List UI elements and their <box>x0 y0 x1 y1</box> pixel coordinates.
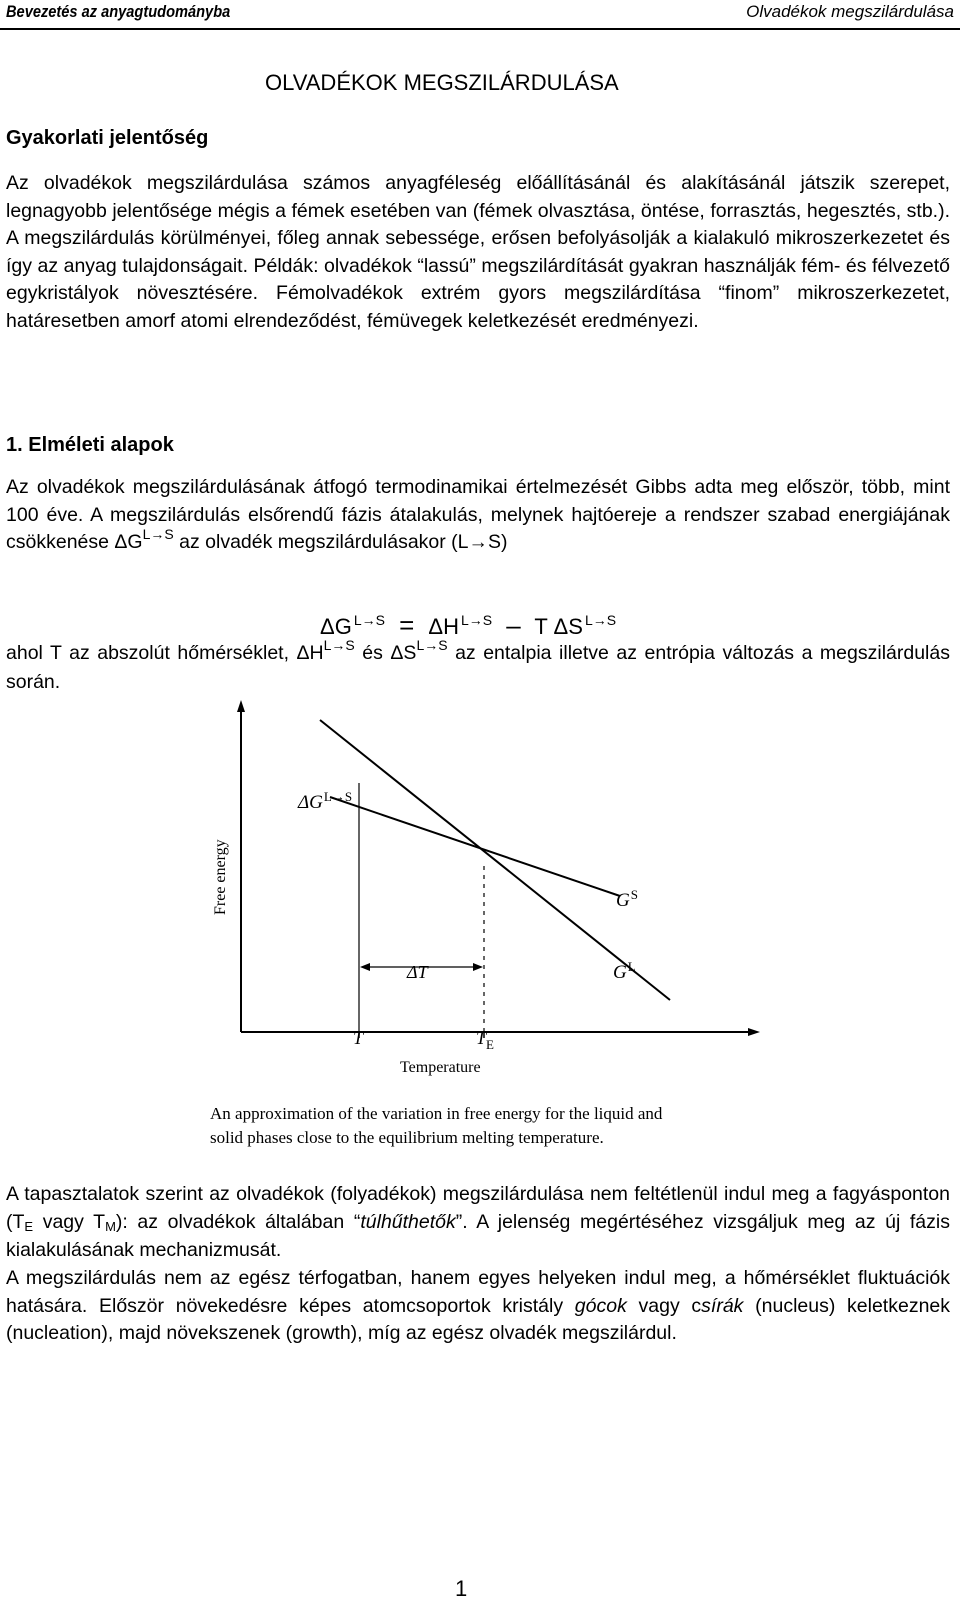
text-span: vagy T <box>33 1210 106 1233</box>
header-left: Bevezetés az anyagtudományba <box>6 2 231 21</box>
paragraph-where <box>6 637 950 696</box>
text-span: (nucleus) keletkeznek (nucleation), majd növekszenek (growth), míg az egész olvadék megszilárdul. <box>6 1294 951 1345</box>
text-span: és ΔS <box>354 642 417 664</box>
header-rule <box>0 28 960 30</box>
y-axis-arrow <box>237 700 245 712</box>
superscript: L→S <box>142 526 174 543</box>
delta-g-label: $\Delta G^{L\to S}$ <box>298 789 353 813</box>
text-span: ”. A jelenség megértéséhez vizsgáljuk meg az új fázis kialakulásának mechanizmusát. <box>6 1210 950 1262</box>
page-title: OLVADÉKOK MEGSZILÁRDULÁSA <box>265 70 619 95</box>
eq-delta-g: ΔG <box>320 614 352 639</box>
gs-label: $G^S$ <box>616 887 638 911</box>
text-span: az olvadék megszilárdulásakor (L→S) <box>173 531 508 554</box>
delta-t-arrowhead-left <box>360 963 370 971</box>
delta-t-label: ΔT <box>407 962 428 982</box>
text-span: az entalpia illetve az entrópia változás a megszilárdulás során. <box>6 642 950 693</box>
text-span: vagy c <box>626 1294 702 1317</box>
y-axis-label: Free energy <box>212 839 229 915</box>
eq-minus: – <box>506 610 521 640</box>
eq-sup: L→S <box>460 612 493 628</box>
figure-caption <box>210 1102 770 1150</box>
text-span: ahol T az abszolút hőmérséklet, ΔH <box>6 642 324 664</box>
x-axis-arrow <box>748 1028 760 1036</box>
free-energy-figure <box>200 700 760 1160</box>
eq-equals: = <box>399 610 415 640</box>
superscript: L→S <box>416 637 448 653</box>
gibbs-equation <box>320 610 616 641</box>
te-label: $T_E$ <box>476 1028 494 1052</box>
text-span: A megszilárdulás nem az egész térfogatban, hanem egyes helyeken indul meg, a hőmérséklet fluktuációk hatására. Először növekedésre képes atomcsoportok kristály <box>6 1267 950 1317</box>
gl-label: $G^L$ <box>613 959 636 983</box>
paragraph-undercooling <box>6 1181 950 1265</box>
t-label: T <box>353 1028 364 1048</box>
italic-text: gócok <box>574 1294 627 1317</box>
liquid-free-energy-line <box>320 720 670 1000</box>
eq-sup: L→S <box>353 612 385 628</box>
italic-text: túlhűthetők <box>360 1210 456 1233</box>
section-heading-practical: Gyakorlati jelentőség <box>6 127 209 149</box>
paragraph-gibbs <box>6 474 950 558</box>
text-span: A tapasztalatok szerint az olvadékok (folyadékok) megszilárdulása nem feltétlenül indul meg a fagyásponton (T <box>6 1183 950 1233</box>
paragraph-practical: Az olvadékok megszilárdulása számos anyagféleség előállításánál és alakításánál játszik szerepet, legnagyobb jelentősége mégis a fémek esetében van (fémek olvasztása, öntése, forrasztás, hegesztés, stb.). A megszilárdulás körülményei, főleg annak sebessége, erősen befolyásolják a kialakuló mikroszerkezetet és így az anyag tulajdonságait. Példák: olvadékok “lassú” megszilárdítását gyakran használják fém- és félvezető egykristályok növesztésére. Fémolvadékok extrém gyors megszilárdítása “finom” mikroszerkezetet, határesetben amorf atomi elrendeződést, fémüvegek keletkezését eredményezi. <box>6 172 950 332</box>
text-span: ): az olvadékok általában “ <box>115 1210 361 1233</box>
eq-sup: L→S <box>584 612 617 628</box>
eq-delta-h: ΔH <box>428 614 459 639</box>
solid-free-energy-line <box>330 797 620 896</box>
superscript: L→S <box>323 637 355 653</box>
subscript: E <box>24 1218 34 1234</box>
subscript: M <box>105 1218 116 1234</box>
italic-text: sírák <box>701 1294 744 1317</box>
running-header <box>0 0 960 32</box>
caption-line: solid phases close to the equilibrium melting temperature. <box>210 1128 604 1147</box>
page-number: 1 <box>455 1576 468 1601</box>
text-span: Az olvadékok megszilárdulásának átfogó termodinamikai értelmezését Gibbs adta meg először, több, mint 100 éve. A megszilárdulás elsőrendű fázis átalakulás, melynek hajtóereje a rendszer szabad energiájának csökkenése ΔG <box>6 476 950 554</box>
section-heading-theory: 1. Elméleti alapok <box>6 434 174 456</box>
paragraph-nucleation <box>6 1265 950 1348</box>
header-right: Olvadékok megszilárdulása <box>746 2 954 21</box>
eq-t-delta-s: T ΔS <box>534 614 583 639</box>
x-axis-label: Temperature <box>400 1059 481 1076</box>
free-energy-diagram <box>200 700 760 1100</box>
delta-t-arrowhead-right <box>473 963 483 971</box>
caption-line: An approximation of the variation in free energy for the liquid and <box>210 1104 663 1123</box>
